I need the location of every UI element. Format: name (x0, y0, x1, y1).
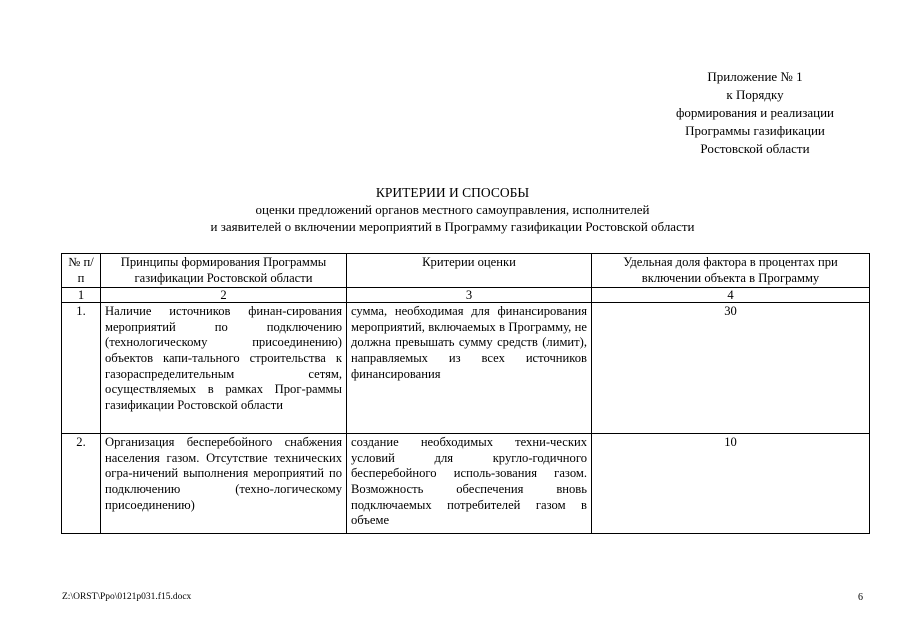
row-principle: Наличие источников финан-сирования мероприятий по подключению (технологическому присоединению) объектов капи-тального строительства к газораспределительным сетям, осуществляемых в рамках Прог-раммы газификации Ростовской области (101, 303, 347, 434)
header-num: № п/п (62, 254, 101, 288)
column-number: 1 (62, 288, 101, 303)
footer-page-number: 6 (858, 592, 863, 603)
title-main: КРИТЕРИИ И СПОСОБЫ (375, 185, 530, 200)
appendix-line: Приложение № 1 (707, 69, 803, 84)
row-principle: Организация бесперебойного снабжения населения газом. Отсутствие технических огра-ничений выполнения мероприятий по подключению (техно-логическому присоединению) (101, 434, 347, 534)
row-share: 30 (592, 303, 870, 434)
column-number: 3 (347, 288, 592, 303)
row-num: 2. (62, 434, 101, 534)
appendix-line: Программы газификации (685, 123, 825, 138)
row-num: 1. (62, 303, 101, 434)
document-title (0, 184, 905, 235)
header-criteria: Критерии оценки (347, 254, 592, 288)
row-criterion: сумма, необходимая для финансирования мероприятий, включаемых в Программу, не должна превышать сумму средств (лимит), направляемых из всех источников финансирования (347, 303, 592, 434)
title-line: и заявителей о включении мероприятий в Программу газификации Ростовской области (210, 219, 695, 234)
footer-file-path: Z:\ORST\Ppo\0121p031.f15.docx (62, 592, 192, 602)
column-number-row (62, 288, 870, 303)
row-share: 10 (592, 434, 870, 534)
header-share: Удельная доля фактора в процентах при включении объекта в Программу (592, 254, 870, 288)
row-criterion: создание необходимых техни-ческих условий для кругло-годичного бесперебойного исполь-зования газом. Возможность обеспечения вновь подключаемых потребителей газом в объеме (347, 434, 592, 534)
table-row (62, 434, 870, 534)
column-number: 4 (592, 288, 870, 303)
table-row (62, 303, 870, 434)
title-line: оценки предложений органов местного самоуправления, исполнителей (255, 202, 650, 217)
appendix-reference (620, 68, 890, 158)
column-number: 2 (101, 288, 347, 303)
appendix-line: формирования и реализации (675, 105, 835, 120)
header-principles: Принципы формирования Программы газификации Ростовской области (101, 254, 347, 288)
criteria-table (61, 253, 870, 534)
appendix-line: Ростовской области (700, 141, 810, 156)
appendix-line: к Порядку (726, 87, 784, 102)
table-header-row (62, 254, 870, 288)
